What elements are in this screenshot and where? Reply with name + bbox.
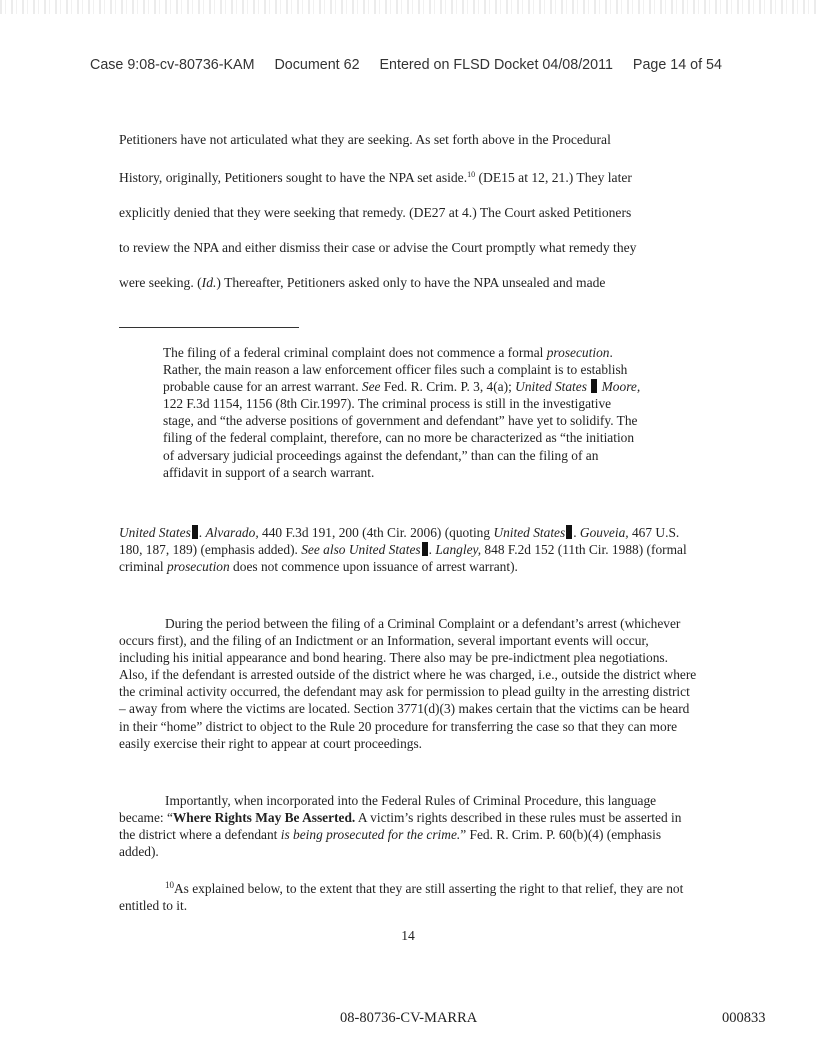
page-number: 14	[401, 928, 415, 943]
footnote-mark: 10	[165, 880, 174, 890]
footnote-divider	[119, 327, 299, 328]
footnote-ref: 10	[467, 170, 476, 179]
redaction-mark	[566, 525, 572, 539]
paragraph-complaint-period: During the period between the filing of a Criminal Complaint or a defendant’s arrest (whichever occurs first), and the filing of an Indictment or an Information, several important events will occur, including his initial appearance and bond hearing. There also may be pre-indictment plea negotiations. Also, if the defendant is arrested outside of the district where he was charged, i.e., outside the district where the criminal activity occurred, the defendant may ask for permission to plead guilty in the arresting district – away from where the victims are located. Section 3771(d)(3) makes certain that the victims can be heard in their “home” district to object to the Rule 20 procedure for transferring the case so that they can more easily exercise their right to appear at court proceedings.	[119, 616, 697, 751]
redaction-mark	[591, 379, 597, 393]
citation-paragraph: United States . Alvarado, 440 F.3d 191, 200 (4th Cir. 2006) (quoting United States . Gouveia, 467 U.S. 180, 187, 189) (emphasis added). See also United States . Langley, 848 F.2d 152 (11th Cir. 1988) (formal criminal prosecution does not commence upon issuance of arrest warrant).	[119, 525, 687, 575]
bates-number: 000833	[722, 1010, 766, 1026]
body-line: Petitioners have not articulated what they are seeking. As set forth above in the Procedural	[119, 132, 611, 147]
bates-case-label: 08-80736-CV-MARRA	[340, 1010, 478, 1026]
redaction-mark	[422, 542, 428, 556]
body-line: explicitly denied that they were seeking that remedy. (DE27 at 4.) The Court asked Petitioners	[119, 205, 632, 220]
document-number: Document 62	[274, 57, 360, 73]
body-paragraph	[119, 122, 699, 300]
footnote-10: $^{10}$As explained below, to the extent that they are still asserting the right to that relief, they are not entitled to it.	[119, 880, 684, 914]
body-line: were seeking. (Id.) Thereafter, Petitioners asked only to have the NPA unsealed and made	[119, 275, 606, 290]
docket-header	[90, 57, 740, 73]
case-number: Case 9:08-cv-80736-KAM	[90, 57, 255, 73]
body-line: History, originally, Petitioners sought to have the NPA set aside.$^{10}$ (DE15 at 12, 21.) They later	[119, 170, 632, 185]
scan-artifact	[0, 0, 816, 14]
body-line: to review the NPA and either dismiss their case or advise the Court promptly what remedy they	[119, 240, 637, 255]
paragraph-rule-60: Importantly, when incorporated into the Federal Rules of Criminal Procedure, this language became: “Where Rights May Be Asserted. A victim’s rights described in these rules must be asserted in the district where a defendant is being prosecuted for the crime.” Fed. R. Crim. P. 60(b)(4) (emphasis added).	[119, 793, 682, 860]
header-page: Page 14 of 54	[632, 57, 722, 73]
docket-entry: Entered on FLSD Docket 04/08/2011	[379, 57, 613, 73]
block-quote: The filing of a federal criminal complaint does not commence a formal prosecution. Rather, the main reason a law enforcement officer files such a complaint is to establish probable cause for an arrest warrant. See Fed. R. Crim. P. 3, 4(a); United States Moore, 122 F.3d 1154, 1156 (8th Cir.1997). The criminal process is still in the investigative stage, and “the adverse positions of government and defendant” have yet to solidify. The filing of the federal complaint, therefore, can no more be characterized as “the initiation of adversary judicial proceedings against the defendant,” than can the filing of an affidavit in support of a search warrant.	[163, 345, 641, 480]
redaction-mark	[192, 525, 198, 539]
